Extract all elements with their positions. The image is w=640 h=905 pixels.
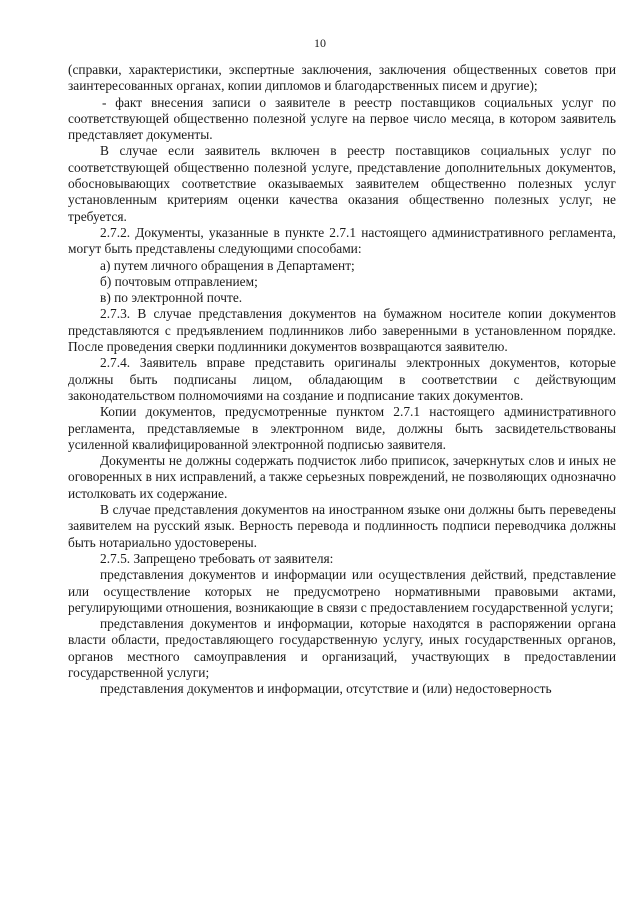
paragraph-registry-included: В случае если заявитель включен в реестр поставщиков социальных услуг по соответствующей общественно полезной услуге, представление дополнительных документов, обосновывающих соответствие оказываемых заявителем общественно полезных услуг установленным критериям оценки качества оказания общественно полезных услуг, не требуется.	[68, 143, 616, 224]
paragraph-2-7-4: 2.7.4. Заявитель вправе представить оригиналы электронных документов, которые должны быть подписаны лицом, обладающим в соответствии с действующим законодательством полномочиями на создание и подписание таких документов.	[68, 355, 616, 403]
paragraph-registry-fact: - факт внесения записи о заявителе в реестр поставщиков социальных услуг по соответствующей общественно полезной услуге на первое число месяца, в котором заявитель представляет документы.	[68, 94, 616, 143]
paragraph-2-7-2: 2.7.2. Документы, указанные в пункте 2.7.1 настоящего административного регламента, могут быть представлены следующими способами:	[68, 224, 616, 257]
list-item-a: а) путем личного обращения в Департамент;	[100, 257, 355, 273]
paragraph-prohibited-1: представления документов и информации или осуществления действий, представление или осуществление которых не предусмотрено нормативными правовыми актами, регулирующими отношения, возникающие в связи с предоставлением государственной услуги;	[68, 567, 616, 615]
list-item-b: б) почтовым отправлением;	[100, 273, 258, 289]
paragraph-prohibited-3: представления документов и информации, отсутствие и (или) недостоверность	[100, 681, 552, 697]
paragraph-foreign-language: В случае представления документов на иностранном языке они должны быть переведены заявителем на русский язык. Верность перевода и подлинность подписи переводчика должны быть нотариально удостоверены.	[68, 502, 616, 550]
page-number: 10	[314, 36, 326, 50]
paragraph-2-7-5: 2.7.5. Запрещено требовать от заявителя:	[100, 550, 334, 566]
paragraph-continuation: (справки, характеристики, экспертные заключения, заключения общественных советов при заинтересованных органах, копии дипломов и благодарственных писем и другие);	[68, 62, 616, 94]
document-body	[68, 62, 616, 698]
paragraph-no-corrections: Документы не должны содержать подчисток либо приписок, зачеркнутых слов и иных не оговоренных в них исправлений, а также серьезных повреждений, не позволяющих однозначно истолковать их содержание.	[68, 453, 616, 501]
list-item-v: в) по электронной почте.	[100, 290, 243, 306]
paragraph-copies-electronic: Копии документов, предусмотренные пунктом 2.7.1 настоящего административного регламента, представляемые в электронном виде, должны быть засвидетельствованы усиленной квалифицированной электронной подписью заявителя.	[68, 404, 616, 452]
paragraph-prohibited-2: представления документов и информации, которые находятся в распоряжении органа власти области, предоставляющего государственную услугу, иных государственных органов, органов местного самоуправления и организаций, участвующих в предоставлении государственной услуги;	[68, 616, 616, 680]
paragraph-2-7-3: 2.7.3. В случае представления документов на бумажном носителе копии документов представляются с предъявлением подлинников либо заверенными в установленном порядке. После проведения сверки подлинники документов возвращаются заявителю.	[68, 306, 616, 355]
